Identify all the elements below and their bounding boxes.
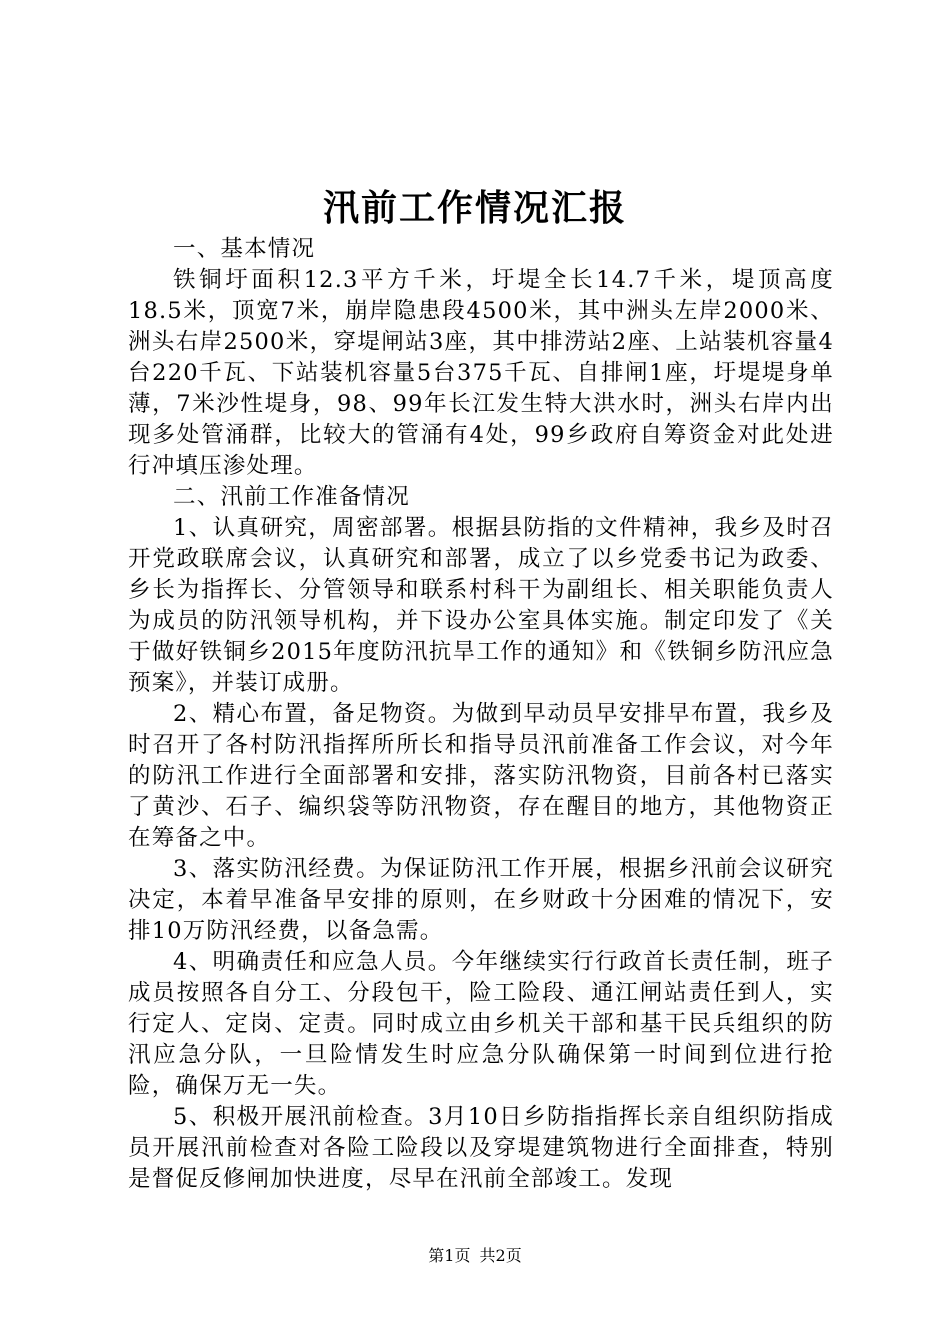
paragraph-item-1: 1、认真研究，周密部署。根据县防指的文件精神，我乡及时召开党政联席会议，认真研究和部署，成立了以乡党委书记为政委、乡长为指挥长、分管领导和联系村科干为副组长、相关职能负责人为成员的防汛领导机构，并下设办公室具体实施。制定印发了《关于做好铁铜乡2015年度防汛抗旱工作的通知》和《铁铜乡防汛应急预案》，并装订成册。 [128, 515, 834, 696]
paragraph-basic-info: 铁铜圩面积12.3平方千米，圩堤全长14.7千米，堤顶高度18.5米，顶宽7米，崩岸隐患段4500米，其中洲头左岸2000米、洲头右岸2500米，穿堤闸站3座，其中排涝站2座、上站装机容量4台220千瓦、下站装机容量5台375千瓦、自排闸1座，圩堤堤身单薄，7米沙性堤身，98、99年长江发生特大洪水时，洲头右岸内出现多处管涌群，比较大的管涌有4处，99乡政府自筹资金对此处进行冲填压渗处理。 [128, 267, 834, 479]
document-body [128, 234, 834, 1195]
paragraph-item-4: 4、明确责任和应急人员。今年继续实行行政首长责任制，班子成员按照各自分工、分段包干，险工险段、通江闸站责任到人，实行定人、定岗、定责。同时成立由乡机关干部和基干民兵组织的防汛应急分队，一旦险情发生时应急分队确保第一时间到位进行抢险，确保万无一失。 [128, 949, 834, 1099]
section-heading-preparation: 二、汛前工作准备情况 [173, 484, 411, 510]
section-heading-basic: 一、基本情况 [173, 236, 316, 262]
paragraph-item-2: 2、精心布置，备足物资。为做到早动员早安排早布置，我乡及时召开了各村防汛指挥所所长和指导员汛前准备工作会议，对今年的防汛工作进行全面部署和安排，落实防汛物资，目前各村已落实了黄沙、石子、编织袋等防汛物资，存在醒目的地方，其他物资正在筹备之中。 [128, 701, 834, 851]
paragraph-item-3: 3、落实防汛经费。为保证防汛工作开展，根据乡汛前会议研究决定，本着早准备早安排的原则，在乡财政十分困难的情况下，安排10万防汛经费，以备急需。 [128, 856, 834, 944]
page-number: 第1页 [428, 1246, 471, 1265]
page-footer [0, 1245, 950, 1267]
page-total: 共2页 [479, 1246, 522, 1265]
document-title: 汛前工作情况汇报 [322, 187, 627, 229]
paragraph-item-5: 5、积极开展汛前检查。3月10日乡防指指挥长亲自组织防指成员开展汛前检查对各险工险段以及穿堤建筑物进行全面排查，特别是督促反修闸加快进度，尽早在汛前全部竣工。发现 [128, 1104, 834, 1192]
